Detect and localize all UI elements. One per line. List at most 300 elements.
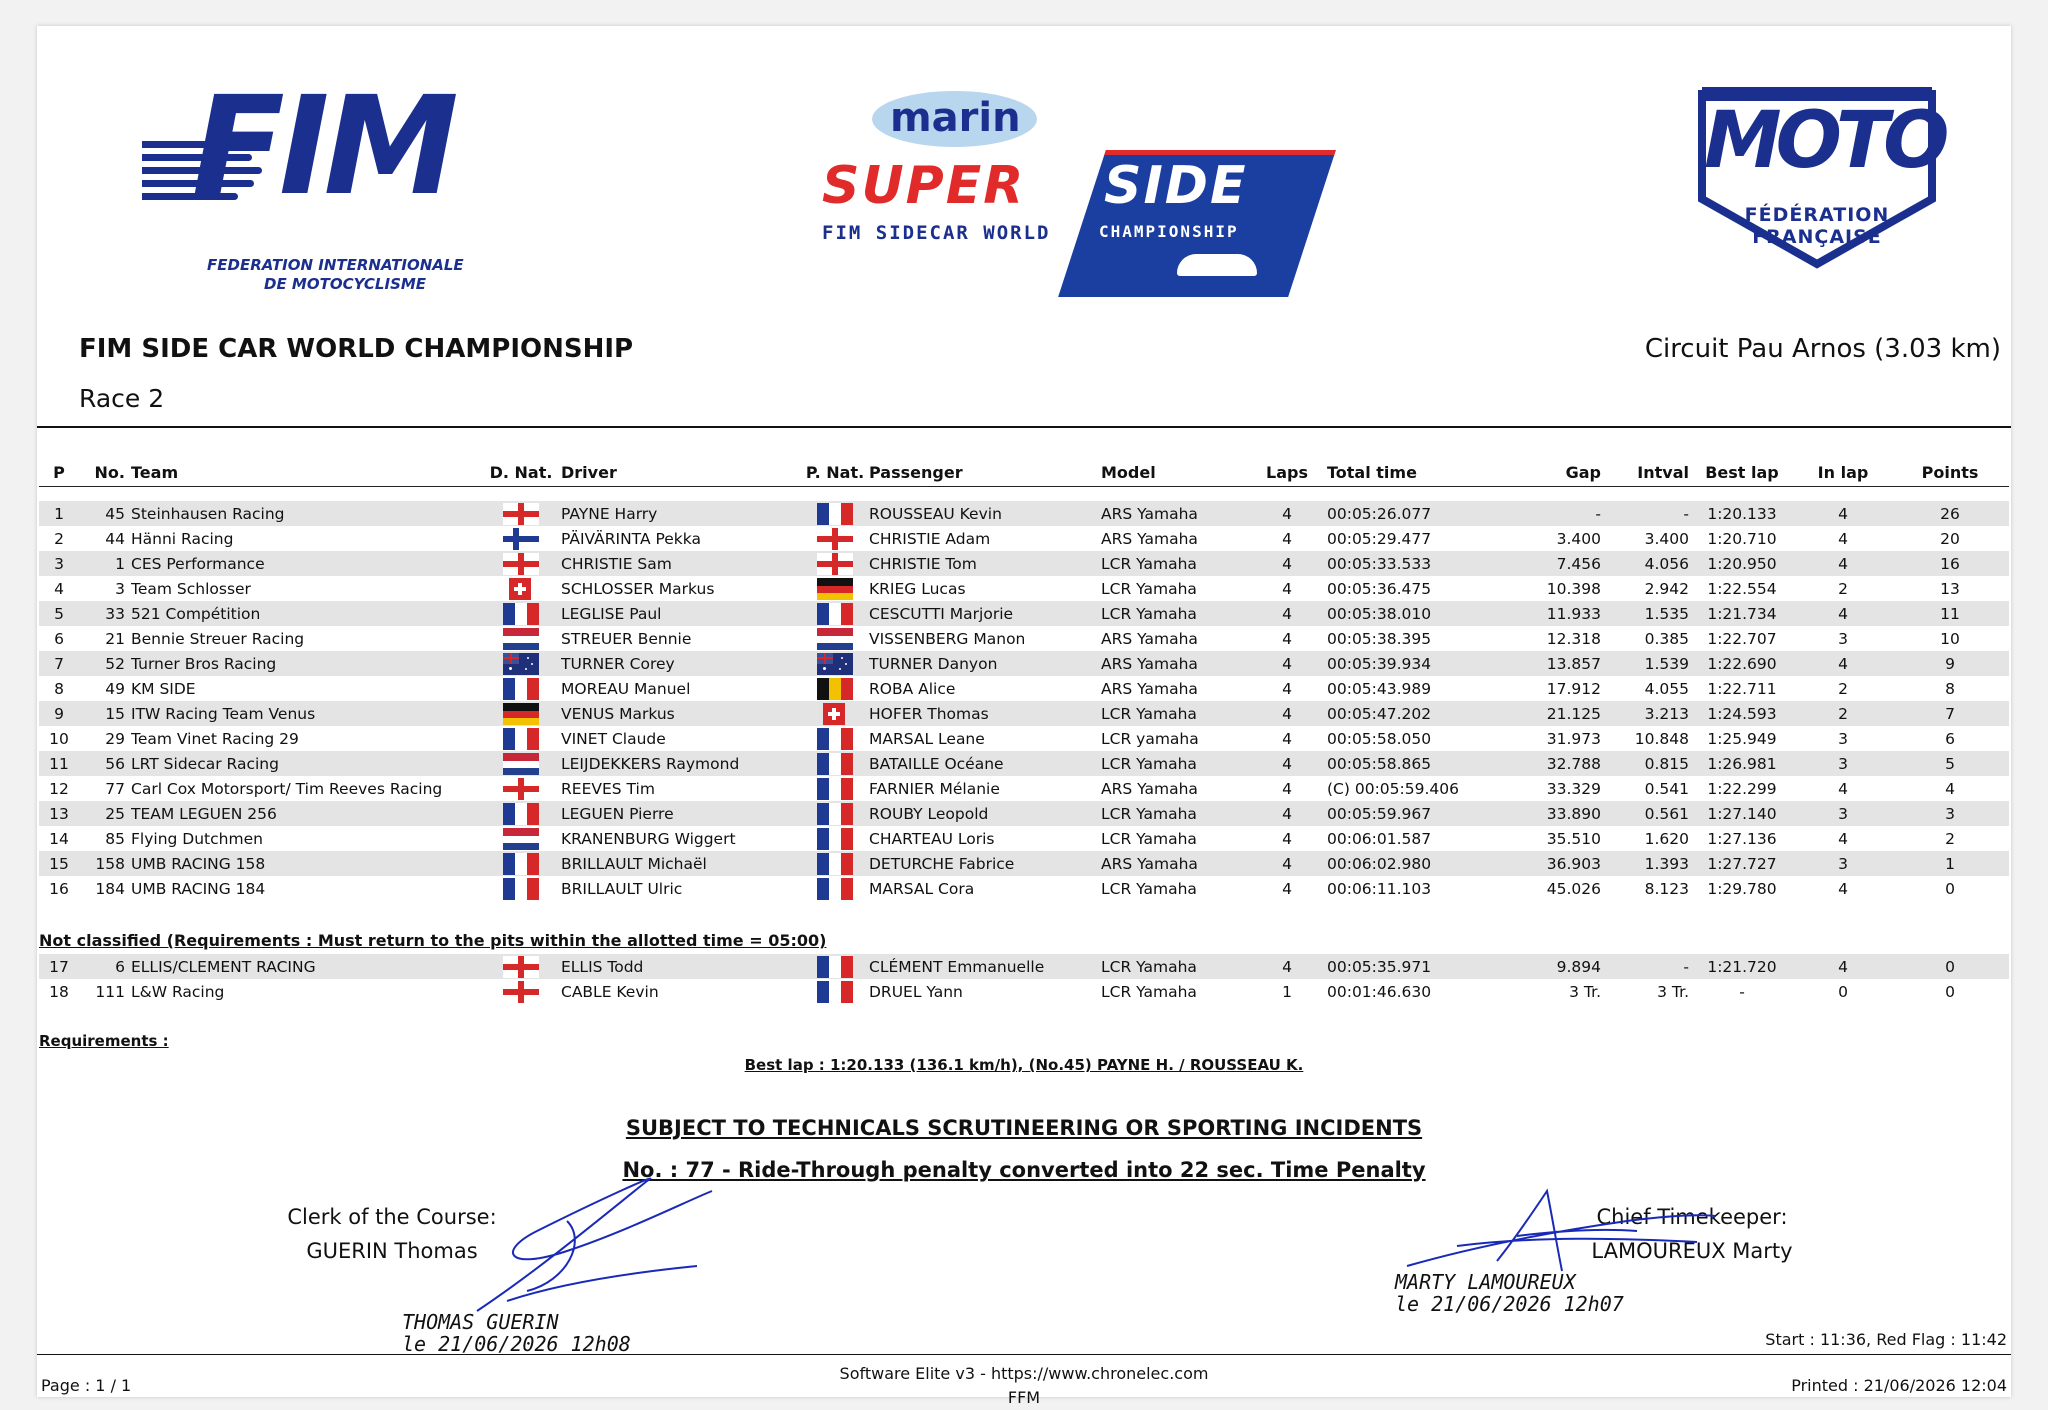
cell-gap: 12.318 xyxy=(1546,629,1601,648)
cell-number: 15 xyxy=(79,701,131,726)
cell-passenger-nat xyxy=(801,501,869,526)
col-best-lap: Best lap xyxy=(1689,448,1795,487)
col-total-time: Total time xyxy=(1321,448,1521,487)
cell-points: 3 xyxy=(1891,801,2009,826)
cell-total-time: 00:05:36.475 xyxy=(1327,579,1432,598)
cell-driver-nat xyxy=(481,701,561,726)
cell-position: 14 xyxy=(49,829,69,848)
cell-passenger-nat xyxy=(801,676,869,701)
france-flag-icon xyxy=(503,728,539,750)
cell-number: 3 xyxy=(115,579,125,598)
circuit-name: Circuit Pau Arnos (3.03 km) xyxy=(1644,334,2001,364)
cell-total-time: 00:01:46.630 xyxy=(1327,982,1432,1001)
cell-in-lap: 4 xyxy=(1795,551,1891,576)
cell-model: LCR Yamaha xyxy=(1101,801,1253,826)
cell-driver-nat xyxy=(481,979,561,1004)
cell-position: 8 xyxy=(54,679,64,698)
table-row xyxy=(39,676,2009,701)
cell-intval: 1.539 xyxy=(1601,651,1689,676)
cell-gap: - xyxy=(1521,501,1601,526)
england-flag-icon xyxy=(503,981,539,1003)
cell-number: 1 xyxy=(79,551,131,576)
france-flag-icon xyxy=(817,803,853,825)
cell-intval: 1.393 xyxy=(1601,851,1689,876)
cell-best-lap: 1:25.949 xyxy=(1707,729,1777,748)
cell-intval: 1.620 xyxy=(1644,829,1689,848)
superside-championship: CHAMPIONSHIP xyxy=(1099,222,1239,241)
classified-rows xyxy=(39,487,2009,902)
cell-points: 20 xyxy=(1940,529,1960,548)
table-row xyxy=(39,601,2009,626)
cell-total-time: 00:05:38.395 xyxy=(1327,629,1432,648)
cell-in-lap: 4 xyxy=(1838,879,1848,898)
cell-intval: 0.541 xyxy=(1644,779,1689,798)
results-table xyxy=(39,448,2009,901)
chief-handwritten-name: MARTY LAMOUREUX xyxy=(1395,1270,1576,1294)
cell-position: 11 xyxy=(39,751,79,776)
clerk-signature-icon xyxy=(447,1161,717,1331)
cell-gap: 31.973 xyxy=(1546,729,1601,748)
side-wordmark: SIDE xyxy=(1104,156,1248,216)
france-flag-icon xyxy=(817,778,853,800)
cell-passenger: CESCUTTI Marjorie xyxy=(869,601,1101,626)
cell-total-time: 00:05:58.050 xyxy=(1327,729,1432,748)
cell-passenger-nat xyxy=(801,876,869,901)
col-driver: Driver xyxy=(561,448,801,487)
cell-model: ARS Yamaha xyxy=(1101,679,1198,698)
cell-model: LCR Yamaha xyxy=(1101,551,1253,576)
cell-passenger: ROUBY Leopold xyxy=(869,801,1101,826)
cell-position: 17 xyxy=(39,954,79,979)
requirements-label: Requirements : xyxy=(39,1032,169,1050)
cell-laps: 4 xyxy=(1282,579,1292,598)
cell-driver: PÄIVÄRINTA Pekka xyxy=(561,529,701,548)
cell-best-lap: 1:29.780 xyxy=(1707,879,1777,898)
cell-passenger-nat xyxy=(801,626,869,651)
cell-laps: 4 xyxy=(1253,701,1321,726)
cell-intval: 3 Tr. xyxy=(1657,982,1689,1001)
software-credit xyxy=(37,1362,2011,1410)
cell-gap: 11.933 xyxy=(1521,601,1601,626)
cell-points: 8 xyxy=(1945,679,1955,698)
england-flag-icon xyxy=(817,553,853,575)
cell-gap: 33.890 xyxy=(1521,801,1601,826)
cell-team: Bennie Streuer Racing xyxy=(131,629,305,648)
cell-points: 16 xyxy=(1891,551,2009,576)
cell-model: LCR Yamaha xyxy=(1101,701,1253,726)
table-row xyxy=(39,776,2009,801)
cell-position: 6 xyxy=(54,629,64,648)
cell-laps: 4 xyxy=(1282,629,1292,648)
cell-points: 5 xyxy=(1891,751,2009,776)
cell-gap: 21.125 xyxy=(1521,701,1601,726)
sidecar-silhouette-icon xyxy=(1177,254,1257,276)
cell-passenger-nat xyxy=(801,801,869,826)
cell-passenger: BATAILLE Océane xyxy=(869,751,1101,776)
germany-flag-icon xyxy=(503,703,539,725)
cell-driver: MOREAU Manuel xyxy=(561,679,691,698)
cell-intval: 3.213 xyxy=(1601,701,1689,726)
page-number: Page : 1 / 1 xyxy=(41,1376,132,1395)
cell-model: ARS Yamaha xyxy=(1101,651,1253,676)
england-flag-icon xyxy=(817,528,853,550)
cell-passenger-nat xyxy=(801,551,869,576)
cell-best-lap: 1:21.720 xyxy=(1689,954,1795,979)
col-model: Model xyxy=(1101,448,1253,487)
col-passenger: Passenger xyxy=(869,448,1101,487)
cell-passenger: ROBA Alice xyxy=(869,679,956,698)
cell-position: 13 xyxy=(39,801,79,826)
cell-driver: TURNER Corey xyxy=(561,651,801,676)
netherlands-flag-icon xyxy=(503,828,539,850)
cell-driver-nat xyxy=(481,551,561,576)
cell-gap: 9.894 xyxy=(1521,954,1601,979)
championship-title: FIM SIDE CAR WORLD CHAMPIONSHIP xyxy=(79,334,634,364)
cell-position: 15 xyxy=(39,851,79,876)
cell-total-time: 00:05:29.477 xyxy=(1327,529,1432,548)
cell-laps: 1 xyxy=(1282,982,1292,1001)
table-row xyxy=(39,826,2009,851)
ffm-line-2: FRANÇAISE xyxy=(1752,226,1882,248)
footer-divider xyxy=(37,1354,2011,1355)
cell-intval: 0.815 xyxy=(1601,751,1689,776)
cell-driver: PAYNE Harry xyxy=(561,501,801,526)
cell-gap: 32.788 xyxy=(1521,751,1601,776)
cell-points: 26 xyxy=(1891,501,2009,526)
cell-laps: 4 xyxy=(1282,679,1292,698)
cell-passenger-nat xyxy=(801,954,869,979)
cell-driver-nat xyxy=(481,851,561,876)
table-row xyxy=(39,801,2009,826)
cell-team: Turner Bros Racing xyxy=(131,651,481,676)
cell-points: 10 xyxy=(1940,629,1960,648)
cell-laps: 4 xyxy=(1253,601,1321,626)
cell-points: 0 xyxy=(1945,982,1955,1001)
netherlands-flag-icon xyxy=(817,628,853,650)
cell-in-lap: 4 xyxy=(1795,501,1891,526)
cell-driver-nat xyxy=(481,751,561,776)
clerk-role: Clerk of the Course: xyxy=(287,1205,497,1229)
fim-subtitle-1: FEDERATION INTERNATIONALE xyxy=(207,256,464,274)
cell-in-lap: 4 xyxy=(1795,601,1891,626)
cell-points: 0 xyxy=(1891,954,2009,979)
cell-total-time: 00:05:47.202 xyxy=(1321,701,1521,726)
table-row xyxy=(39,526,2009,551)
cell-best-lap: 1:21.734 xyxy=(1689,601,1795,626)
switzerland-flag-icon xyxy=(503,578,539,600)
cell-gap: 13.857 xyxy=(1521,651,1601,676)
table-row xyxy=(39,576,2009,601)
cell-driver: LEGUEN Pierre xyxy=(561,801,801,826)
cell-passenger-nat xyxy=(801,751,869,776)
cell-points: 4 xyxy=(1945,779,1955,798)
cell-passenger: HOFER Thomas xyxy=(869,701,1101,726)
cell-in-lap: 0 xyxy=(1838,982,1848,1001)
cell-passenger-nat xyxy=(801,651,869,676)
cell-passenger-nat xyxy=(801,851,869,876)
cell-number: 25 xyxy=(79,801,131,826)
software-line: Software Elite v3 - https://www.chronelec.com xyxy=(839,1364,1209,1383)
cell-gap: 35.510 xyxy=(1546,829,1601,848)
cell-model: ARS Yamaha xyxy=(1101,501,1253,526)
cell-position: 5 xyxy=(39,601,79,626)
cell-passenger: DRUEL Yann xyxy=(869,982,963,1001)
france-flag-icon xyxy=(503,878,539,900)
cell-team: Flying Dutchmen xyxy=(131,829,263,848)
cell-in-lap: 4 xyxy=(1838,529,1848,548)
france-flag-icon xyxy=(503,853,539,875)
cell-best-lap: 1:27.136 xyxy=(1707,829,1777,848)
cell-number: 56 xyxy=(79,751,131,776)
printed-timestamp: Printed : 21/06/2026 12:04 xyxy=(1791,1376,2007,1395)
cell-total-time: 00:05:39.934 xyxy=(1321,651,1521,676)
cell-total-time: 00:05:33.533 xyxy=(1321,551,1521,576)
england-flag-icon xyxy=(503,553,539,575)
cell-intval: 1.535 xyxy=(1601,601,1689,626)
cell-team: UMB RACING 158 xyxy=(131,851,481,876)
cell-team: ELLIS/CLEMENT RACING xyxy=(131,954,481,979)
not-classified-rows xyxy=(39,954,2009,1004)
cell-total-time: (C) 00:05:59.406 xyxy=(1327,779,1459,798)
cell-team: ITW Racing Team Venus xyxy=(131,701,481,726)
table-row xyxy=(39,979,2009,1004)
cell-model: LCR yamaha xyxy=(1101,729,1199,748)
cell-in-lap: 4 xyxy=(1795,954,1891,979)
table-row xyxy=(39,876,2009,901)
chief-role: Chief Timekeeper: xyxy=(1596,1205,1788,1229)
cell-laps: 4 xyxy=(1282,529,1292,548)
cell-model: LCR Yamaha xyxy=(1101,829,1197,848)
col-in-lap: In lap xyxy=(1795,448,1891,487)
cell-driver-nat xyxy=(481,776,561,801)
cell-driver-nat xyxy=(481,676,561,701)
cell-driver: KRANENBURG Wiggert xyxy=(561,829,736,848)
spacer-row xyxy=(39,487,2009,502)
cell-passenger: KRIEG Lucas xyxy=(869,579,966,598)
cell-laps: 4 xyxy=(1253,851,1321,876)
switzerland-flag-icon xyxy=(817,703,853,725)
cell-total-time: 00:05:26.077 xyxy=(1321,501,1521,526)
cell-laps: 4 xyxy=(1253,954,1321,979)
cell-number: 44 xyxy=(105,529,125,548)
cell-passenger: ROUSSEAU Kevin xyxy=(869,501,1101,526)
cell-number: 21 xyxy=(105,629,125,648)
penalty-notice: No. : 77 - Ride-Through penalty converted into 22 sec. Time Penalty xyxy=(622,1158,1426,1182)
table-row xyxy=(39,501,2009,526)
cell-driver: STREUER Bennie xyxy=(561,629,692,648)
cell-passenger-nat xyxy=(801,576,869,601)
cell-intval: 4.056 xyxy=(1601,551,1689,576)
results-sheet xyxy=(37,26,2011,1407)
cell-position: 4 xyxy=(54,579,64,598)
cell-number: 111 xyxy=(95,982,125,1001)
cell-best-lap: 1:22.299 xyxy=(1707,779,1777,798)
cell-team: Hänni Racing xyxy=(131,529,234,548)
cell-in-lap: 3 xyxy=(1838,629,1848,648)
cell-points: 0 xyxy=(1945,879,1955,898)
col-p: P xyxy=(39,448,79,487)
cell-position: 1 xyxy=(39,501,79,526)
cell-team: Team Schlosser xyxy=(131,579,251,598)
cell-driver: ELLIS Todd xyxy=(561,954,801,979)
cell-driver: SCHLOSSER Markus xyxy=(561,579,715,598)
cell-gap: 3 Tr. xyxy=(1569,982,1601,1001)
cell-in-lap: 4 xyxy=(1795,651,1891,676)
cell-model: LCR Yamaha xyxy=(1101,601,1253,626)
cell-passenger: MARSAL Cora xyxy=(869,879,975,898)
cell-model: ARS Yamaha xyxy=(1101,851,1253,876)
cell-team: Team Vinet Racing 29 xyxy=(131,729,299,748)
cell-gap: 17.912 xyxy=(1546,679,1601,698)
cell-best-lap: 1:22.690 xyxy=(1689,651,1795,676)
cell-best-lap: 1:22.554 xyxy=(1707,579,1777,598)
chief-name: LAMOUREUX Marty xyxy=(1591,1239,1793,1263)
cell-in-lap: 3 xyxy=(1795,801,1891,826)
cell-number: 33 xyxy=(79,601,131,626)
cell-points: 7 xyxy=(1891,701,2009,726)
england-flag-icon xyxy=(503,956,539,978)
cell-position: 3 xyxy=(39,551,79,576)
cell-best-lap: 1:22.711 xyxy=(1707,679,1777,698)
cell-total-time: 00:06:01.587 xyxy=(1327,829,1432,848)
clerk-handwritten-name: THOMAS GUERIN xyxy=(402,1310,559,1334)
cell-number: 45 xyxy=(79,501,131,526)
table-row xyxy=(39,726,2009,751)
cell-driver: CHRISTIE Sam xyxy=(561,551,801,576)
race-name: Race 2 xyxy=(79,384,165,413)
cell-laps: 4 xyxy=(1282,829,1292,848)
cell-team: Carl Cox Motorsport/ Tim Reeves Racing xyxy=(131,779,443,798)
cell-team: TEAM LEGUEN 256 xyxy=(131,801,481,826)
cell-in-lap: 2 xyxy=(1795,701,1891,726)
cell-laps: 4 xyxy=(1282,729,1292,748)
france-flag-icon xyxy=(817,981,853,1003)
cell-in-lap: 4 xyxy=(1838,779,1848,798)
cell-best-lap: 1:22.707 xyxy=(1707,629,1777,648)
marin-text: marin xyxy=(890,95,1021,141)
cell-number: 6 xyxy=(79,954,131,979)
france-flag-icon xyxy=(503,678,539,700)
cell-points: 9 xyxy=(1891,651,2009,676)
cell-driver: CABLE Kevin xyxy=(561,982,659,1001)
germany-flag-icon xyxy=(817,578,853,600)
cell-driver-nat xyxy=(481,626,561,651)
cell-gap: 10.398 xyxy=(1546,579,1601,598)
clerk-name: GUERIN Thomas xyxy=(306,1239,478,1263)
cell-in-lap: 4 xyxy=(1838,829,1848,848)
table-row xyxy=(39,701,2009,726)
cell-position: 16 xyxy=(49,879,69,898)
cell-model: LCR Yamaha xyxy=(1101,982,1197,1001)
col-driver-nat: D. Nat. xyxy=(481,448,561,487)
cell-passenger: DETURCHE Fabrice xyxy=(869,851,1101,876)
cell-passenger-nat xyxy=(801,979,869,1004)
cell-driver-nat xyxy=(481,526,561,551)
cell-position: 9 xyxy=(39,701,79,726)
cell-driver: BRILLAULT Michaël xyxy=(561,851,801,876)
col-intval: Intval xyxy=(1601,448,1689,487)
cell-number: 49 xyxy=(105,679,125,698)
fim-logo xyxy=(142,68,502,293)
col-no: No. xyxy=(79,448,131,487)
finland-flag-icon xyxy=(503,528,539,550)
ffm-logo xyxy=(1692,74,1942,274)
cell-laps: 4 xyxy=(1282,879,1292,898)
australia-flag-icon xyxy=(817,653,853,675)
cell-team: KM SIDE xyxy=(131,679,196,698)
moto-wordmark: MOTO xyxy=(1704,96,1944,186)
cell-intval: 8.123 xyxy=(1644,879,1689,898)
table-row xyxy=(39,551,2009,576)
cell-passenger: TURNER Danyon xyxy=(869,651,1101,676)
cell-passenger: VISSENBERG Manon xyxy=(869,629,1026,648)
france-flag-icon xyxy=(817,603,853,625)
fim-wordmark: FIM xyxy=(192,68,453,226)
france-flag-icon xyxy=(817,503,853,525)
table-row xyxy=(39,751,2009,776)
cell-total-time: 00:05:59.967 xyxy=(1321,801,1521,826)
netherlands-flag-icon xyxy=(503,753,539,775)
not-classified-label: Not classified (Requirements : Must return to the pits within the allotted time = 05:00) xyxy=(39,931,827,950)
cell-passenger: MARSAL Leane xyxy=(869,729,985,748)
cell-in-lap: 3 xyxy=(1795,851,1891,876)
cell-driver-nat xyxy=(481,726,561,751)
cell-points: 13 xyxy=(1940,579,1960,598)
cell-driver-nat xyxy=(481,876,561,901)
superside-logo xyxy=(782,76,1322,296)
cell-passenger-nat xyxy=(801,776,869,801)
cell-laps: 4 xyxy=(1253,501,1321,526)
marin-sponsor-badge xyxy=(872,91,1037,147)
col-gap: Gap xyxy=(1521,448,1601,487)
cell-passenger: FARNIER Mélanie xyxy=(869,779,1000,798)
cell-intval: - xyxy=(1601,954,1689,979)
france-flag-icon xyxy=(817,853,853,875)
clerk-handwritten-date: le 21/06/2026 12h08 xyxy=(402,1332,631,1356)
cell-driver-nat xyxy=(481,501,561,526)
cell-driver-nat xyxy=(481,801,561,826)
cell-total-time: 00:05:58.865 xyxy=(1321,751,1521,776)
cell-points: 11 xyxy=(1891,601,2009,626)
cell-driver: LEIJDEKKERS Raymond xyxy=(561,751,801,776)
cell-passenger: CHARTEAU Loris xyxy=(869,829,995,848)
cell-passenger-nat xyxy=(801,826,869,851)
clerk-handwritten xyxy=(402,1311,631,1355)
cell-best-lap: 1:20.710 xyxy=(1707,529,1777,548)
cell-team: 521 Compétition xyxy=(131,601,481,626)
cell-driver: REEVES Tim xyxy=(561,779,655,798)
table-row xyxy=(39,954,2009,979)
england-flag-icon xyxy=(503,503,539,525)
col-points: Points xyxy=(1891,448,2009,487)
cell-laps: 4 xyxy=(1253,551,1321,576)
france-flag-icon xyxy=(817,956,853,978)
cell-passenger-nat xyxy=(801,701,869,726)
cell-best-lap: 1:20.950 xyxy=(1689,551,1795,576)
cell-total-time: 00:05:38.010 xyxy=(1321,601,1521,626)
superside-subtitle: FIM SIDECAR WORLD xyxy=(822,222,1051,244)
table-row xyxy=(39,626,2009,651)
cell-model: ARS Yamaha xyxy=(1101,629,1198,648)
cell-model: LCR Yamaha xyxy=(1101,879,1197,898)
super-wordmark: SUPER xyxy=(822,156,1026,216)
cell-intval: 10.848 xyxy=(1634,729,1689,748)
cell-number: 85 xyxy=(105,829,125,848)
france-flag-icon xyxy=(503,603,539,625)
cell-team: Steinhausen Racing xyxy=(131,501,481,526)
best-lap-line: Best lap : 1:20.133 (136.1 km/h), (No.45) PAYNE H. / ROUSSEAU K. xyxy=(744,1056,1304,1074)
chief-handwritten-date: le 21/06/2026 12h07 xyxy=(1395,1292,1624,1316)
